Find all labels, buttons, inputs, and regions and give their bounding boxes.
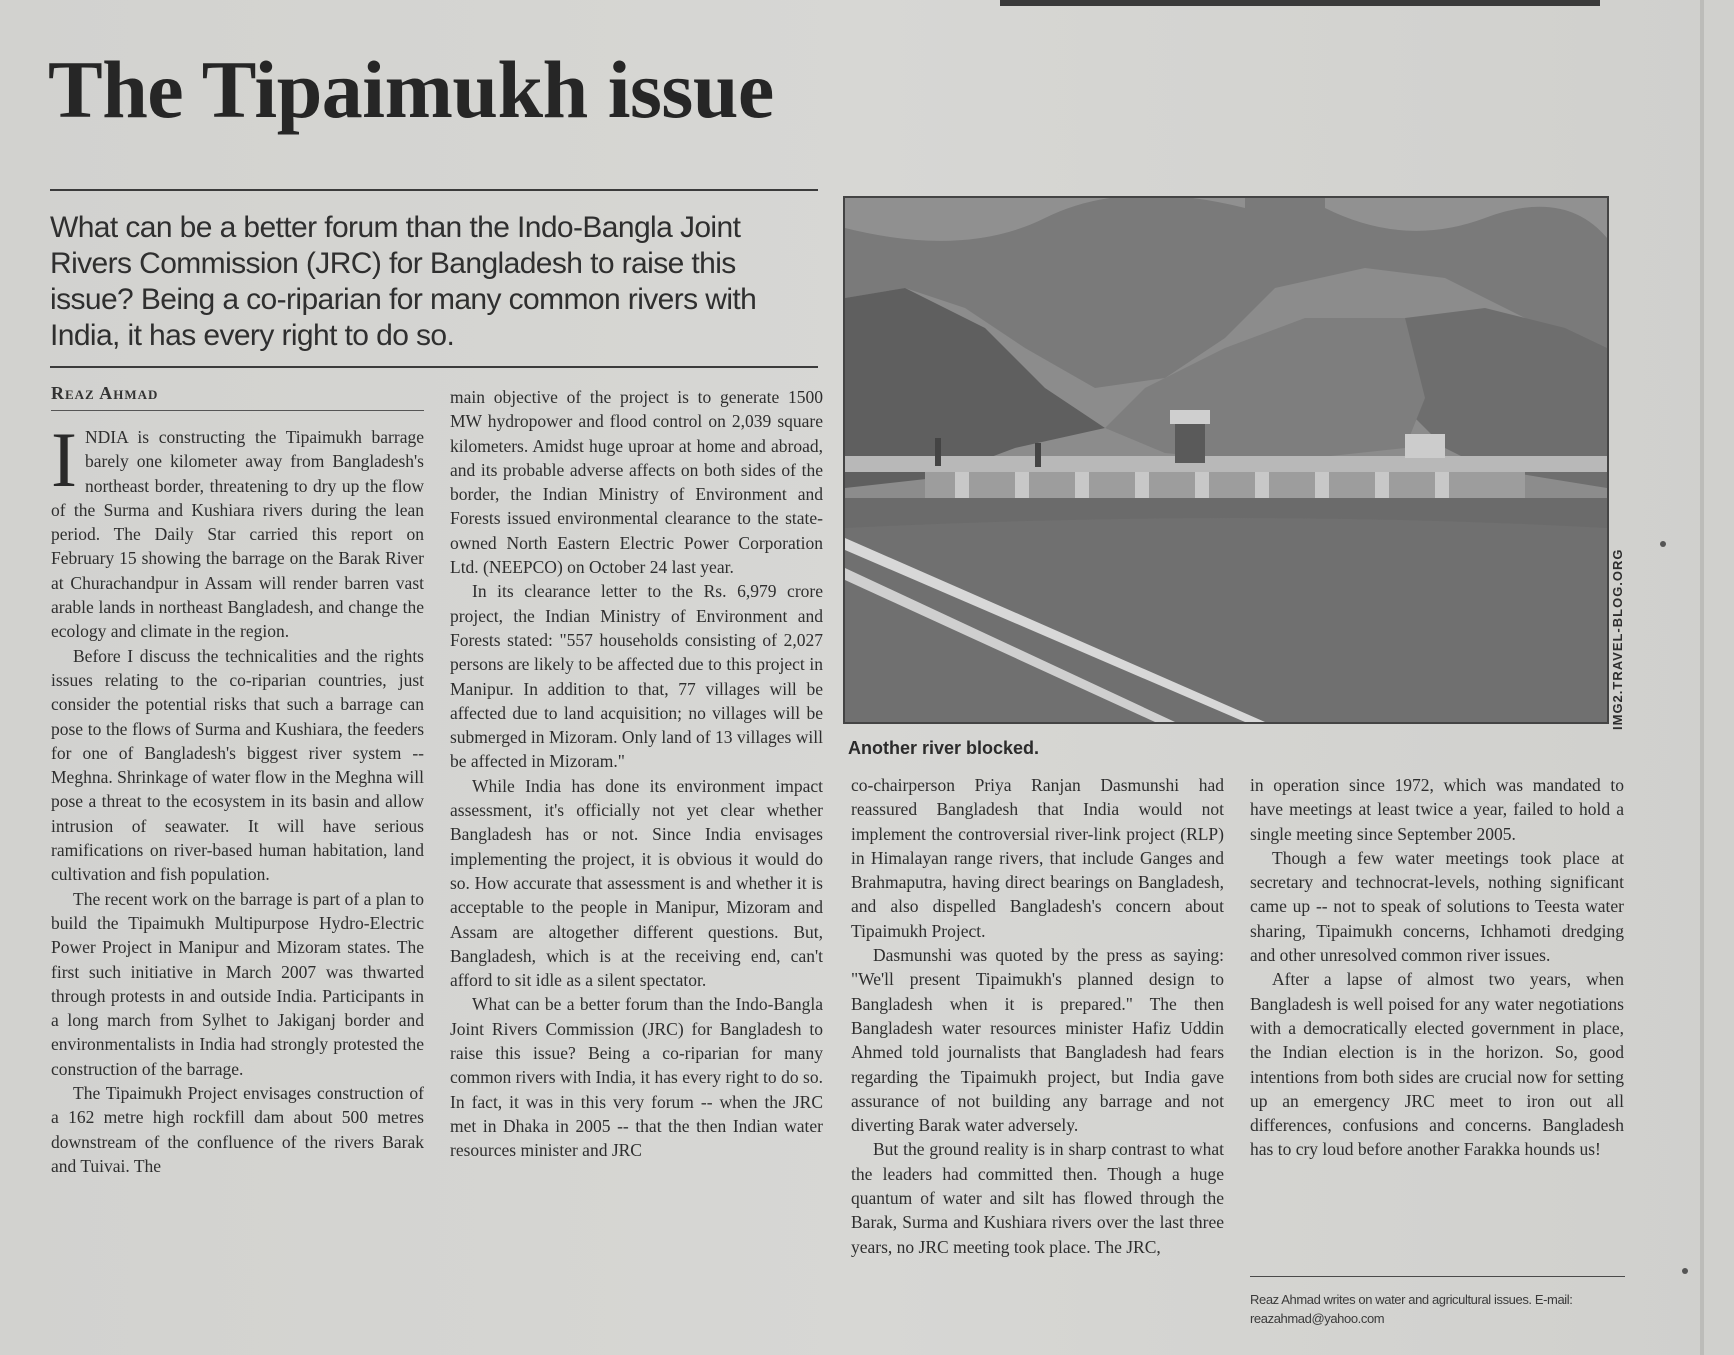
paragraph: In its clearance letter to the Rs. 6,979 crore project, the Indian Ministry of Environment and Forests stated: "557 households consisting of 2,027 persons are likely to be affected due to this project in Manipur. In addition to that, 77 villages will be affected due to land acquisition; no villages will be submerged in Mizoram. Only land of 13 villages will be affected in Mizoram." (450, 581, 823, 772)
paragraph: While India has done its environment impact assessment, it's officially not yet clear whether Bangladesh has or not. Since India envisages implementing the project, it is obvious it would do so. How accurate that assessment is and whether it is acceptable to the people in Manipur, Mizoram and Assam are altogether different questions. But, Bangladesh, which is at the receiving end, can't afford to sit idle as a silent spectator. (450, 775, 823, 991)
dam-photo (843, 196, 1609, 724)
column-3 (851, 773, 1224, 1259)
paragraph: Dasmunshi was quoted by the press as saying: "We'll present Tipaimukh's planned design to Bangladesh when it is prepared." The then Bangladesh water resources minister Hafiz Uddin Ahmed told journalists that Bangladesh had fears regarding the Tipaimukh project, but India gave assurance of not building any barrage and not diverting Barak water adversely. (851, 945, 1224, 1136)
page-fold-edge (1700, 0, 1704, 1355)
byline: Reaz Ahmad (51, 383, 159, 403)
paragraph: The Tipaimukh Project envisages construction of a 162 metre high rockfill dam about 500 metres downstream of the confluence of the rivers Barak and Tuivai. The (51, 1083, 424, 1176)
deck-pullquote: What can be a better forum than the Indo-Bangla Joint Rivers Commission (JRC) for Bangladesh to raise this issue? Being a co-riparian for many common rivers with India, it has every right to do so. (50, 211, 757, 352)
column-1 (51, 416, 424, 1178)
deck-top-rule (50, 189, 818, 191)
paragraph: Before I discuss the technicalities and the rights issues relating to the co-riparian countries, just consider the potential risks that such a barrage can pose to the flows of Surma and Kushiara, the feeders for one of Bangladesh's biggest river system -- Meghna. Shrinkage of water flow in the Meghna will pose a threat to the ecosystem in its basin and allow intrusion of seawater. It will have serious ramifications on river-based human habitation, land cultivation and fish population. (51, 645, 424, 885)
dam-illustration (845, 198, 1607, 722)
top-edge-bar (1000, 0, 1600, 6)
column-4 (1250, 773, 1624, 1162)
paragraph: The recent work on the barrage is part of a plan to build the Tipaimukh Multipurpose Hydro-Electric Power Project in Manipur and Mizoram states. The first such initiative in March 2007 was thwarted through protests in and outside India. Participants in a long march from Sylhet to Jakiganj border and environmentalists in India had strongly protested the construction of the barrage. (51, 888, 424, 1079)
photo-caption: Another river blocked. (848, 738, 1040, 758)
paragraph: co-chairperson Priya Ranjan Dasmunshi had reassured Bangladesh that India would not implement the controversial river-link project (RLP) in Himalayan range rivers, that include Ganges and Brahmaputra, having direct bearings on Bangladesh, and also dispelled Bangladesh's concern about Tipaimukh Project. (851, 775, 1224, 941)
paragraph: What can be a better forum than the Indo-Bangla Joint Rivers Commission (JRC) for Bangladesh to raise this issue? Being a co-riparian for many common rivers with India, it has every right to do so. In fact, it was in this very forum -- when the JRC met in Dhaka in 2005 -- that the then Indian water resources minister and JRC (450, 994, 823, 1161)
paragraph: But the ground reality is in sharp contrast to what the leaders had committed then. Though a huge quantum of water and silt has flowed through the Barak, Surma and Kushiara rivers over the last three years, no JRC meeting took place. The JRC, (851, 1139, 1224, 1257)
end-rule (1250, 1276, 1625, 1277)
paragraph: main objective of the project is to generate 1500 MW hydropower and flood control on 2,039 square kilometers. Amidst huge uproar at home and abroad, and its probable adverse affects on both sides of the border, the Indian Ministry of Environment and Forests issued environmental clearance to the state-owned North Eastern Electric Power Corporation Ltd. (NEEPCO) on October 24 last year. (450, 387, 823, 578)
paragraph: INDIA is constructing the Tipaimukh barrage barely one kilometer away from Bangladesh's northeast border, threatening to dry up the flow of the Surma and Kushiara rivers during the lean period. The Daily Star carried this report on February 15 showing the barrage on the Barak River at Churachandpur in Assam will render barren vast arable lands in northeast Bangladesh, and change the ecology and climate in the region. (51, 416, 424, 642)
deck-bottom-rule (50, 366, 818, 368)
print-speck (1660, 541, 1666, 547)
photo-credit: IMG2.TRAVEL-BLOG.ORG (1610, 548, 1625, 730)
print-speck (1682, 1268, 1688, 1274)
headline: The Tipaimukh issue (48, 44, 774, 135)
paragraph: After a lapse of almost two years, when Bangladesh is well poised for any water negotiations with a democratically elected government in place, the Indian election is in the horizon. So, good intentions from both sides are crucial now for setting up an emergency JRC meet to iron out all differences, confusions and concerns. Bangladesh has to cry loud before another Farakka hounds us! (1250, 969, 1624, 1160)
drop-cap: I (51, 416, 77, 503)
paragraph: in operation since 1972, which was mandated to have meetings at least twice a year, failed to hold a single meeting since September 2005. (1250, 775, 1624, 844)
paragraph: Though a few water meetings took place at secretary and technocrat-levels, nothing significant came up -- not to speak of solutions to Teesta water sharing, Tipaimukh concerns, Ichhamoti dredging and other unresolved common river issues. (1250, 847, 1624, 966)
author-note: Reaz Ahmad writes on water and agricultural issues. E-mail: reazahmad@yahoo.com (1250, 1292, 1573, 1326)
byline-rule (51, 410, 424, 411)
column-2 (450, 385, 823, 1163)
